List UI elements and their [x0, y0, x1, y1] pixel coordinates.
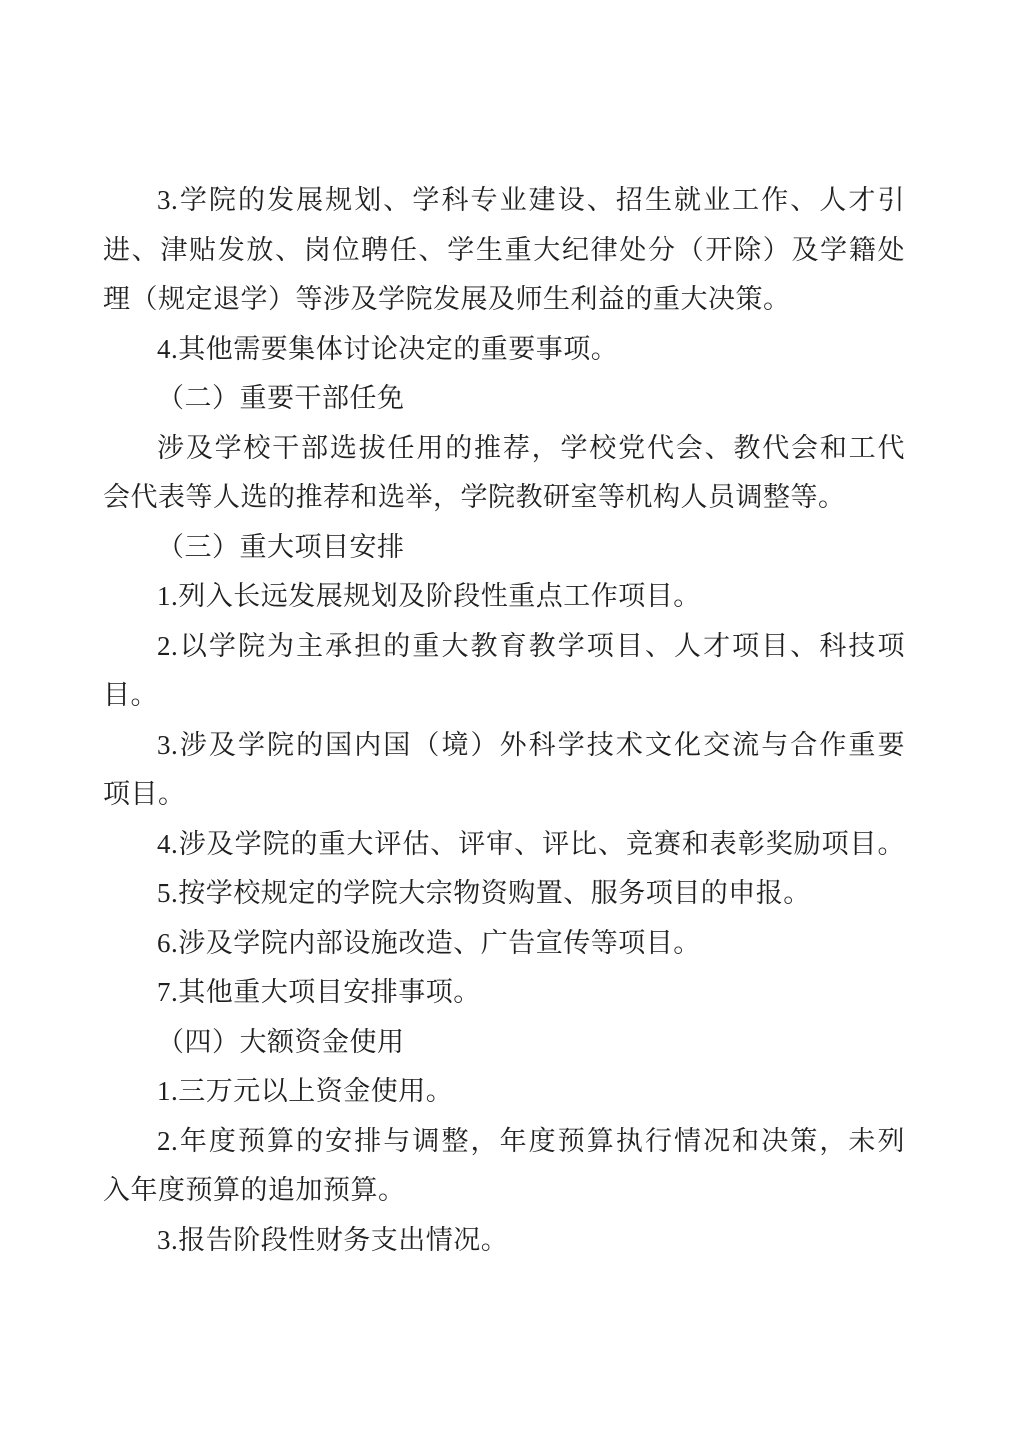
text-line: 会代表等人选的推荐和选举，学院教研室等机构人员调整等。: [103, 482, 846, 512]
text-line: 3.学院的发展规划、学科专业建设、招生就业工作、人才引: [157, 185, 905, 215]
text-line: 1.三万元以上资金使用。: [157, 1076, 454, 1106]
section-heading: （四）大额资金使用: [157, 1026, 405, 1057]
text-line: 7.其他重大项目安排事项。: [157, 977, 481, 1007]
text-line: 入年度预算的追加预算。: [103, 1175, 406, 1205]
section-heading: （二）重要干部任免: [157, 383, 405, 413]
text-line: 1.列入长远发展规划及阶段性重点工作项目。: [157, 581, 701, 611]
text-line: 2.年度预算的安排与调整，年度预算执行情况和决策，未列: [157, 1125, 905, 1156]
text-line: 理（规定退学）等涉及学院发展及师生利益的重大决策。: [103, 284, 791, 314]
text-line: 目。: [103, 680, 158, 710]
text-line: 进、津贴发放、岗位聘任、学生重大纪律处分（开除）及学籍处: [103, 234, 905, 265]
document-text-block: [103, 176, 905, 1265]
text-line: 5.按学校规定的学院大宗物资购置、服务项目的申报。: [157, 878, 811, 908]
text-line: 3.报告阶段性财务支出情况。: [157, 1224, 509, 1255]
text-line: 3.涉及学院的国内国（境）外科学技术文化交流与合作重要: [157, 729, 905, 760]
text-line: 涉及学校干部选拔任用的推荐，学校党代会、教代会和工代: [157, 432, 905, 463]
text-line: 2.以学院为主承担的重大教育教学项目、人才项目、科技项: [157, 630, 905, 661]
text-line: 4.涉及学院的重大评估、评审、评比、竞赛和表彰奖励项目。: [157, 828, 905, 859]
text-line: 4.其他需要集体讨论决定的重要事项。: [157, 333, 619, 364]
section-heading: （三）重大项目安排: [157, 531, 405, 562]
text-line: 6.涉及学院内部设施改造、广告宣传等项目。: [157, 927, 701, 958]
text-line: 项目。: [103, 779, 186, 809]
